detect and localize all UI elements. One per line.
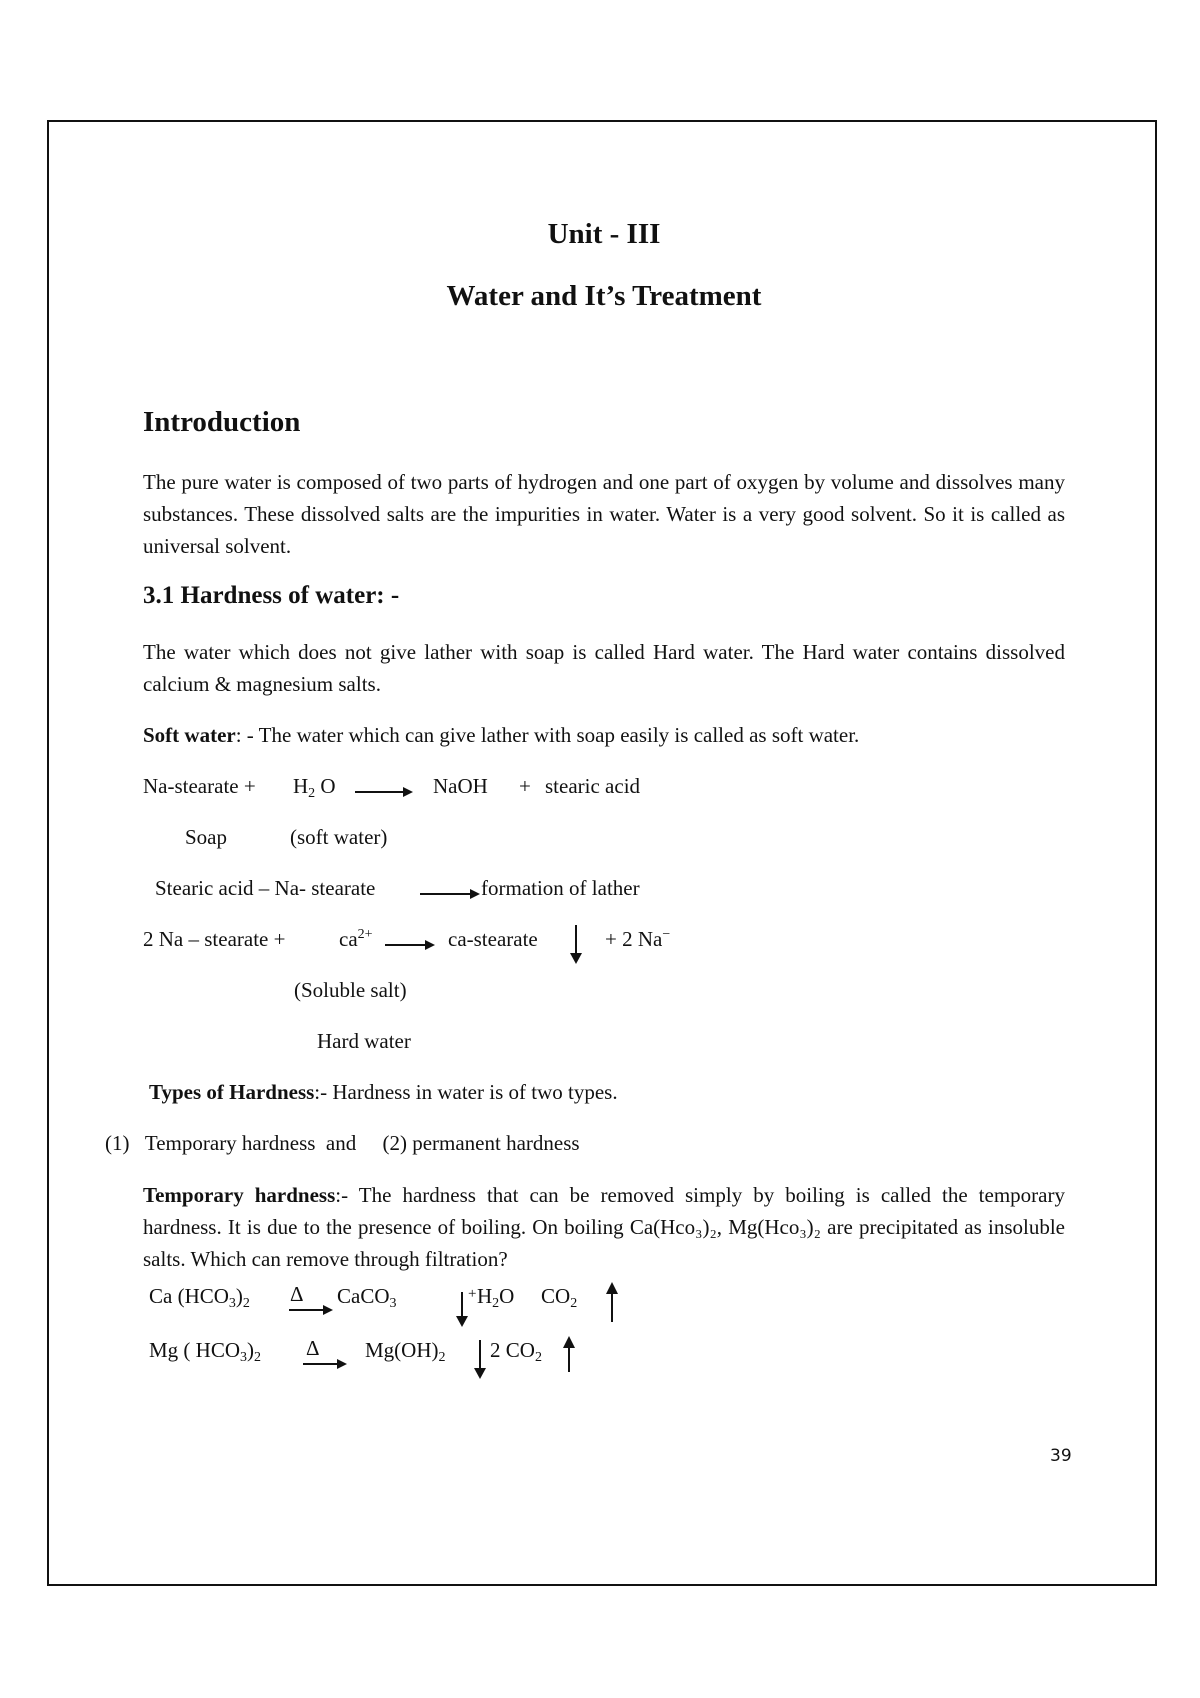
r1-arrow xyxy=(289,1304,335,1316)
r2-arrow xyxy=(303,1358,349,1370)
temporary-label: Temporary hardness xyxy=(143,1183,336,1207)
eq3-arrow xyxy=(385,939,437,951)
eq1-arrow xyxy=(355,786,415,798)
page-frame xyxy=(47,120,1157,1586)
soft-water-label: Soft water xyxy=(143,723,236,747)
eq3-tail: + 2 Na− xyxy=(605,927,671,951)
temporary-text: :- The hardness that can be removed simply by boiling is called the temporary hardness. It is due to the presence of boiling. On boiling Ca(Hco₃)₂, Mg(Hco₃)₂ are precipitated as insoluble salts. Which can remove through filtration? xyxy=(143,1183,1065,1271)
soft-water-text: : - The water which can give lather with soap easily is called as soft water. xyxy=(235,723,860,747)
eq1-soap-label: Soap xyxy=(185,825,227,849)
types-label: Types of Hardness xyxy=(149,1080,315,1104)
eq2-arrow xyxy=(420,888,482,900)
eq2-left: Stearic acid – Na- stearate xyxy=(155,876,376,900)
r2-product1: $Mg(OH)_2$ xyxy=(365,1338,446,1365)
r2-reactant: Mg ( $HCO_3)_2$ xyxy=(149,1338,262,1365)
chapter-title: Water and It’s Treatment xyxy=(446,280,762,312)
types-text: :- Hardness in water is of two types. xyxy=(314,1080,618,1104)
eq3-soluble-label: (Soluble salt) xyxy=(294,978,407,1002)
r1-product2: $H_2O$ xyxy=(477,1284,515,1311)
r2-precipitate-down-arrow-icon xyxy=(473,1340,487,1380)
introduction-paragraph: The pure water is composed of two parts of hydrogen and one part of oxygen by volume and dissolves many substances. These dissolved salts are the impurities in water. Water is a very good solvent. So it is called as universal solvent. xyxy=(143,470,1065,558)
r1-product3: $CO_2$ xyxy=(541,1284,578,1311)
r1-reactant: Ca $(HCO_3)_2$ xyxy=(149,1284,250,1311)
r1-product1: CaCO$_3$ xyxy=(337,1284,397,1311)
eq2-right: formation of lather xyxy=(481,876,640,900)
introduction-heading: Introduction xyxy=(143,406,301,438)
r2-gas-up-arrow-icon xyxy=(562,1336,576,1372)
eq1-soft-water-label: (soft water) xyxy=(290,825,388,849)
eq3-left: 2 Na – stearate + xyxy=(143,927,286,951)
eq1-reactant2: $H_2$ O xyxy=(293,774,336,801)
eq3-precipitate-down-arrow-icon xyxy=(569,925,583,965)
r1-gas-up-arrow-icon xyxy=(605,1282,619,1322)
r1-plus: + xyxy=(468,1286,477,1302)
r2-product2: 2 $CO_2$ xyxy=(490,1338,542,1365)
r1-precipitate-down-arrow-icon xyxy=(455,1292,469,1328)
eq1-product2: stearic acid xyxy=(545,774,641,798)
r1-delta: Δ xyxy=(290,1282,304,1306)
eq3-product: ca-stearate xyxy=(448,927,538,951)
hardness-types-list: (1) Temporary hardness and (2) permanent hardness xyxy=(105,1131,580,1155)
types-of-hardness xyxy=(149,1080,618,1105)
eq3-ion: $ca^{2+}$ xyxy=(339,927,373,951)
page-number: 39 xyxy=(1050,1446,1072,1466)
soft-water-definition xyxy=(143,723,859,748)
r2-delta: Δ xyxy=(306,1336,320,1360)
unit-title: Unit - III xyxy=(547,218,661,250)
temporary-hardness-paragraph xyxy=(143,1179,1065,1275)
eq1-product1: NaOH xyxy=(433,774,488,798)
eq1-plus: + xyxy=(519,774,531,798)
eq3-hard-water-label: Hard water xyxy=(317,1029,411,1053)
eq1-reactant1: Na-stearate + xyxy=(143,774,256,798)
hardness-paragraph: The water which does not give lather with soap is called Hard water. The Hard water contains dissolved calcium & magnesium salts. xyxy=(143,640,1065,696)
hardness-heading: 3.1 Hardness of water: - xyxy=(143,582,400,609)
